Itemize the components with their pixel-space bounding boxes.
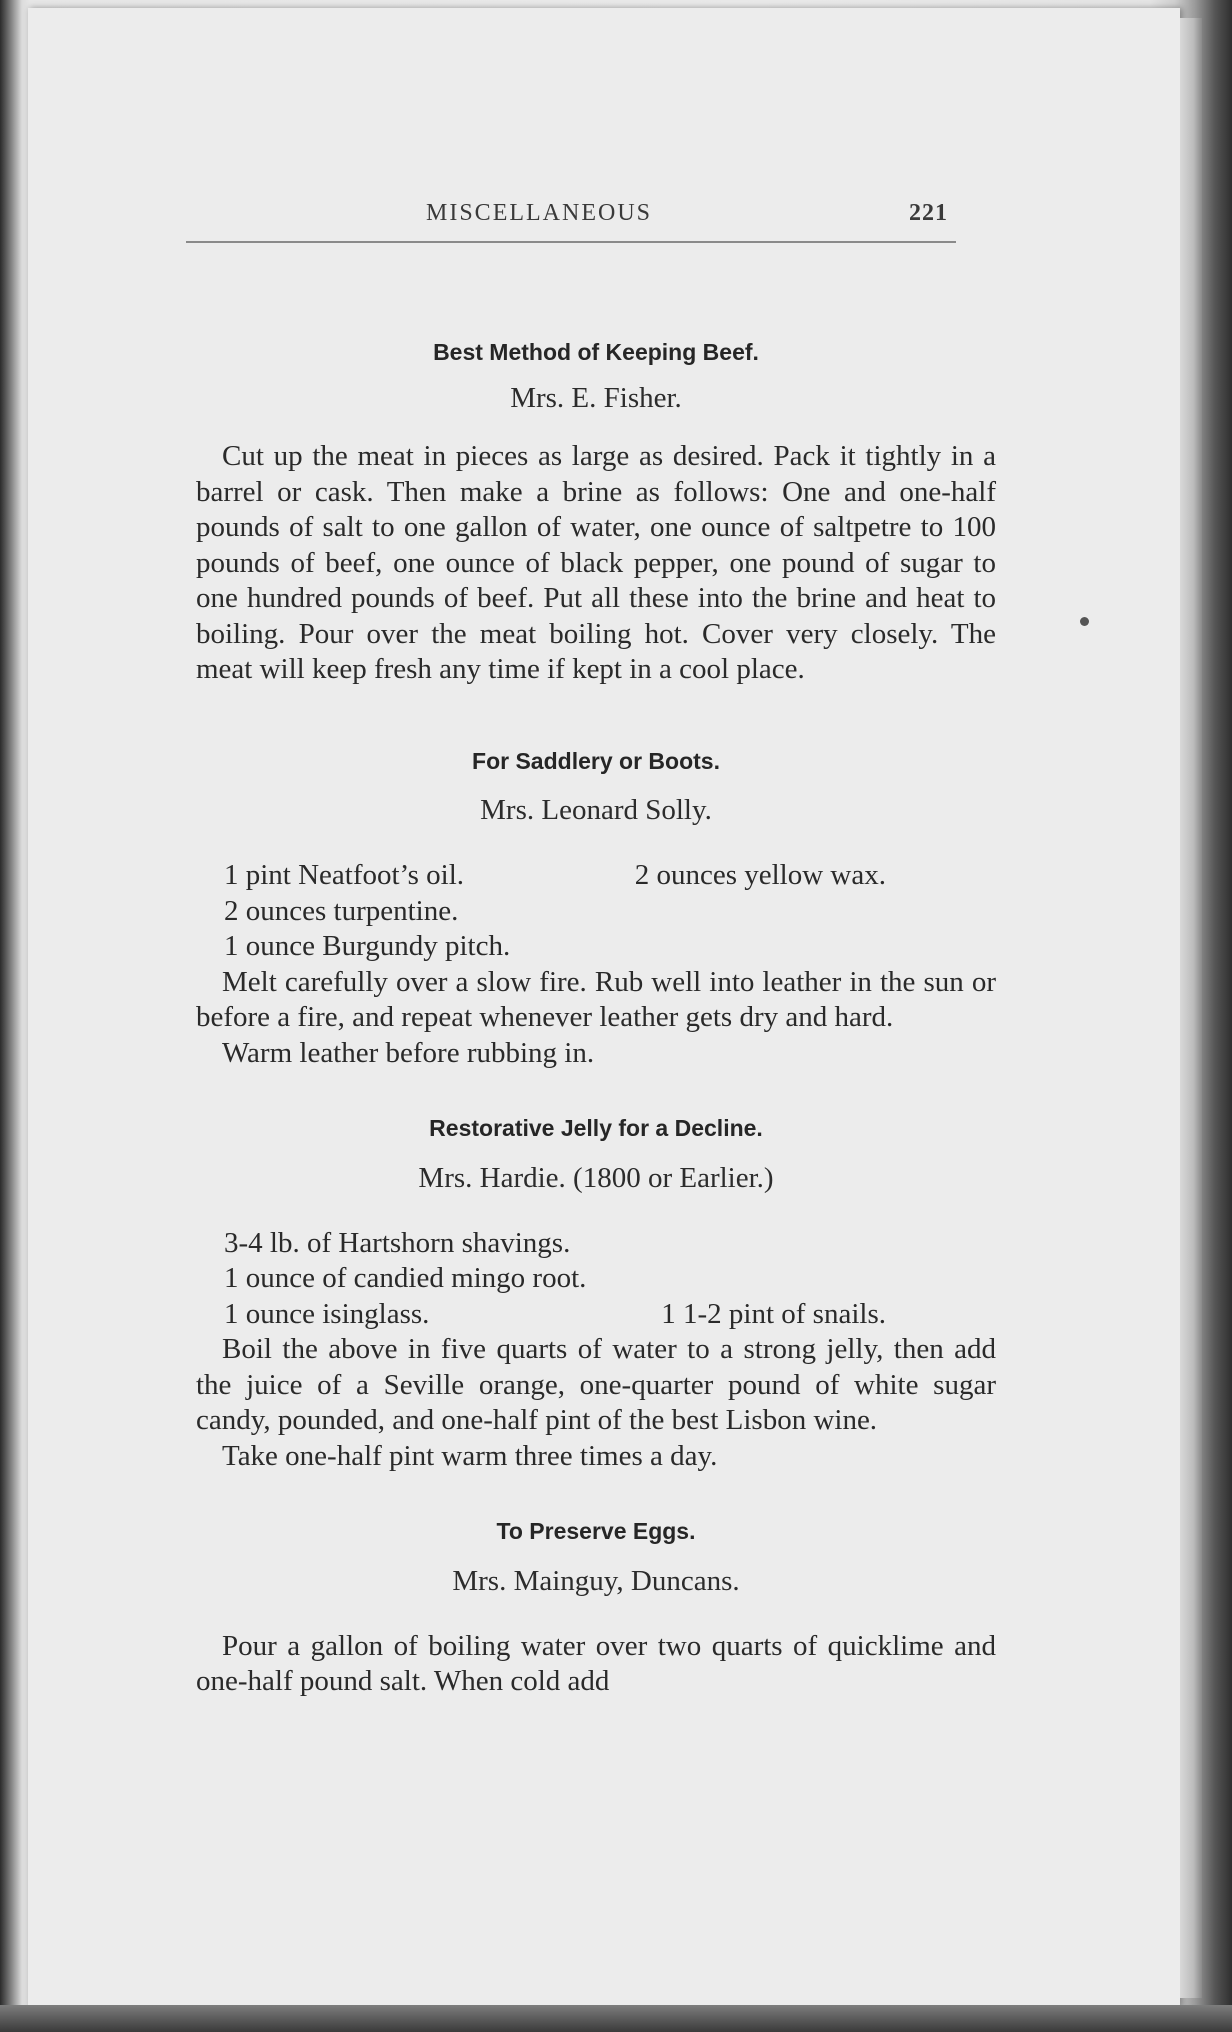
recipe-paragraph: Take one-half pint warm three times a day. <box>222 1439 718 1472</box>
ingredient-list <box>196 858 996 965</box>
recipe-restorative-jelly <box>196 1115 996 1474</box>
ingredient: 1 pint Neatfoot’s oil. <box>224 859 465 892</box>
ingredient-line <box>196 1297 996 1333</box>
recipe-paragraph: Cut up the meat in pieces as large as desired. Pack it tightly in a barrel or cask. Then make a brine as follows: One and one-half pounds of salt to one gallon of water, one ounce of saltpetre to 100 pounds of beef, one ounce of black pepper, one pound of sugar to one hundred pounds of beef. Put all these into the brine and heat to boiling. Pour over the meat boiling hot. Cover very closely. The meat will keep fresh any time if kept in a cool place. <box>196 440 996 686</box>
recipe-preserve-eggs <box>196 1518 996 1699</box>
ingredient-list <box>196 1226 996 1333</box>
recipe-title: Restorative Jelly for a Decline. <box>429 1115 763 1142</box>
ingredient: 2 ounces turpentine. <box>224 894 459 927</box>
running-head <box>186 200 956 243</box>
ingredient: 3-4 lb. of Hartshorn shavings. <box>224 1226 571 1259</box>
recipe-title: For Saddlery or Boots. <box>472 747 720 774</box>
recipe-keeping-beef <box>196 339 996 688</box>
recipe-paragraph: Boil the above in five quarts of water to a strong jelly, then add the juice of a Seville orange, one-quarter pound of white sugar candy, pounded, and one-half pint of the best Lisbon wine. <box>196 1333 996 1437</box>
page-number: 221 <box>909 200 948 226</box>
ingredient: 1 1-2 pint of snails. <box>661 1297 886 1330</box>
recipe-title: To Preserve Eggs. <box>496 1518 696 1545</box>
ingredient-line <box>196 1226 996 1262</box>
page-bottom-edge <box>0 2005 1232 2032</box>
recipe-paragraph: Pour a gallon of boiling water over two quarts of quicklime and one-half pound salt. When cold add <box>196 1629 996 1698</box>
ingredient-line <box>196 894 996 930</box>
ink-smudge <box>1080 617 1089 626</box>
recipe-paragraph: Warm leather before rubbing in. <box>222 1036 595 1069</box>
recipe-author: Mrs. Hardie. (1800 or Earlier.) <box>418 1161 774 1194</box>
ingredient: 1 ounce Burgundy pitch. <box>224 930 511 963</box>
ingredient: 1 ounce of candied mingo root. <box>224 1262 587 1295</box>
ingredient-line <box>196 1261 996 1297</box>
recipe-paragraph: Melt carefully over a slow fire. Rub well into leather in the sun or before a fire, and repeat whenever leather gets dry and hard. <box>196 965 996 1034</box>
recipe-author: Mrs. Mainguy, Duncans. <box>452 1564 740 1597</box>
ingredient-line <box>196 929 996 965</box>
recipe-author: Mrs. E. Fisher. <box>510 381 682 414</box>
recipe-saddlery-boots <box>196 748 996 1071</box>
recipe-title: Best Method of Keeping Beef. <box>433 339 759 365</box>
page-edge <box>1180 18 1202 1998</box>
page-content <box>196 200 996 1700</box>
recipe-author: Mrs. Leonard Solly. <box>480 794 712 827</box>
ingredient: 2 ounces yellow wax. <box>634 859 886 892</box>
running-head-title: MISCELLANEOUS <box>426 200 653 226</box>
ingredient-line <box>196 858 996 894</box>
ingredient: 1 ounce isinglass. <box>224 1297 430 1330</box>
